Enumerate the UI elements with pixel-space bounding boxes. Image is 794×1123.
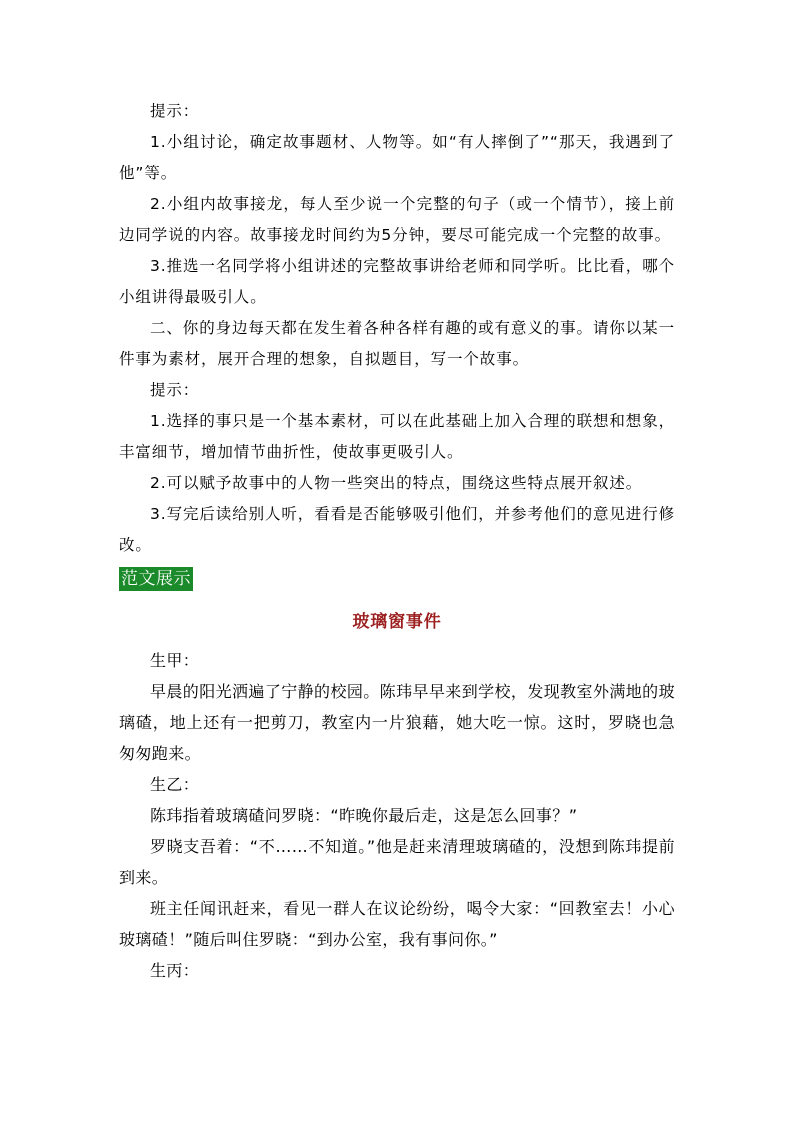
- speaker-label: 生丙：: [150, 961, 200, 980]
- hint-label-1: 提示：: [150, 102, 200, 120]
- essay-body: [119, 645, 675, 986]
- story-paragraph: 罗晓支吾着：“不……不知道。”他是赶来清理玻璃碴的，没想到陈玮提前到来。: [119, 837, 675, 887]
- story-paragraph: 早晨的阳光洒遍了宁静的校园。陈玮早早来到学校，发现教室外满地的玻璃碴，地上还有一把剪刀，教室内一片狼藉，她大吃一惊。这时，罗晓也急匆匆跑来。: [119, 682, 675, 763]
- section-badge: 范文展示: [121, 569, 191, 589]
- task-two: 二、你的身边每天都在发生着各种各样有趣的或有意义的事。请你以某一件事为素材，展开合理的想象，自拟题目，写一个故事。: [119, 319, 675, 368]
- essay-title: 玻璃窗事件: [352, 612, 442, 632]
- hint-item: 3.写完后读给别人听，看看是否能够吸引他们，并参考他们的意见进行修改。: [119, 505, 675, 554]
- hint-item: 1.小组讨论，确定故事题材、人物等。如“有人摔倒了”“那天，我遇到了他”等。: [119, 133, 675, 182]
- speaker-label: 生乙：: [150, 775, 200, 794]
- speaker-label: 生甲：: [150, 651, 200, 670]
- hint-label-2: 提示：: [150, 381, 200, 399]
- story-paragraph: 陈玮指着玻璃碴问罗晓：“昨晚你最后走，这是怎么回事？”: [150, 806, 578, 825]
- story-paragraph: 班主任闻讯赶来，看见一群人在议论纷纷，喝令大家：“回教室去！小心玻璃碴！”随后叫住罗晓：“到办公室，我有事问你。”: [119, 899, 675, 949]
- section-badge-row: [119, 567, 675, 597]
- document-page: [119, 96, 675, 986]
- hint-item: 3.推选一名同学将小组讲述的完整故事讲给老师和同学听。比比看，哪个小组讲得最吸引人。: [119, 257, 675, 306]
- hint-item: 2.可以赋予故事中的人物一些突出的特点，围绕这些特点展开叙述。: [150, 474, 643, 492]
- hint-item: 1.选择的事只是一个基本素材，可以在此基础上加入合理的联想和想象，丰富细节，增加情节曲折性，使故事更吸引人。: [119, 412, 675, 461]
- hint-item: 2.小组内故事接龙，每人至少说一个完整的句子（或一个情节），接上前边同学说的内容。故事接龙时间约为5分钟，要尽可能完成一个完整的故事。: [119, 195, 675, 244]
